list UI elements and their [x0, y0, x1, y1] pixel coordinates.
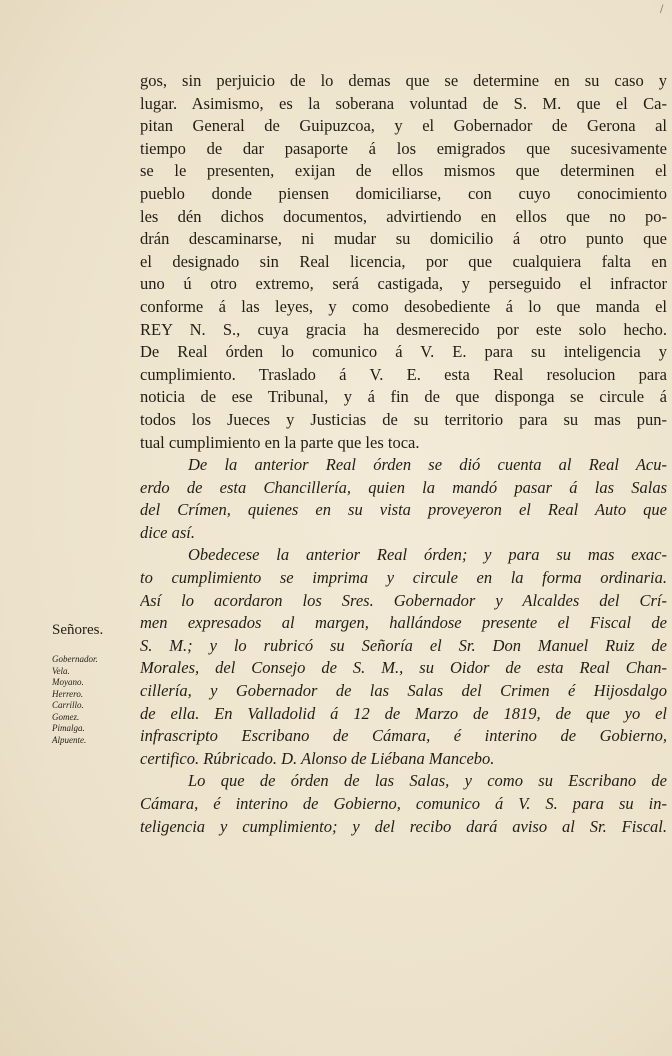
text-line: tual cumplimiento en la parte que les toca. — [140, 432, 420, 452]
text-line: Morales, del Consejo de S. M., su Oidor de esta Real Chan- — [140, 658, 667, 678]
text-line: les dén dichos documentos, advirtiendo en ellos que no po- — [140, 206, 667, 226]
text-line: cumplimiento. Traslado á V. E. esta Real resolucion para — [140, 364, 667, 384]
text-line: lugar. Asimismo, es la soberana voluntad de S. M. que el Ca- — [140, 93, 667, 113]
text-line: infrascripto Escribano de Cámara, é interino de Gobierno, — [140, 726, 667, 746]
text-line: tiempo de dar pasaporte á los emigrados que sucesivamente — [140, 138, 667, 158]
text-line: noticia de ese Tribunal, y á fin de que disponga se circule á — [140, 387, 667, 407]
text-line: se le presenten, exijan de ellos mismos que determinen el — [140, 161, 667, 181]
margin-name: Vela. — [52, 665, 70, 676]
margin-names — [52, 654, 130, 746]
text-line: de ella. En Valladolid á 12 de Marzo de 1819, de que yo el — [140, 703, 667, 723]
body-text — [140, 70, 667, 838]
margin-name: Alpuente. — [52, 734, 87, 745]
text-line: pitan General de Guipuzcoa, y el Gobernador de Gerona al — [140, 116, 667, 136]
text-line: Obedecese la anterior Real órden; y para su mas exac- — [188, 545, 667, 565]
text-line: pueblo donde piensen domiciliarse, con cuyo conocimiento — [140, 183, 667, 203]
text-line: De la anterior Real órden se dió cuenta al Real Acu- — [188, 455, 667, 475]
text-line: to cumplimiento se imprima y circule en la forma ordinaria. — [140, 568, 667, 588]
margin-name: Gobernador. — [52, 654, 98, 664]
page-mark: / — [660, 4, 664, 15]
text-line: cillería, y Gobernador de las Salas del Crimen é Hijosdalgo — [140, 681, 667, 701]
text-line: del Crímen, quienes en su vista proveyeron el Real Auto que — [140, 500, 667, 520]
text-line: Lo que de órden de las Salas, y como su Escribano de — [188, 771, 667, 791]
text-line: De Real órden lo comunico á V. E. para su inteligencia y — [140, 342, 667, 362]
text-line: S. M.; y lo rubricó su Señoría el Sr. Don Manuel Ruiz de — [140, 635, 667, 655]
text-line: todos los Jueces y Justicias de su territorio para su mas pun- — [140, 409, 667, 429]
text-line: drán descaminarse, ni mudar su domicilio á otro punto que — [140, 229, 667, 249]
margin-heading: Señores. — [52, 622, 104, 638]
margin-name: Pimalga. — [52, 723, 85, 733]
text-line: teligencia y cumplimiento; y del recibo dará aviso al Sr. Fiscal. — [140, 816, 667, 836]
margin-name: Herrero. — [52, 688, 84, 699]
margin-notes — [52, 620, 130, 746]
text-line: men expresados al margen, hallándose presente el Fiscal de — [140, 613, 667, 633]
text-line: conforme á las leyes, y como desobediente á lo que manda el — [140, 296, 667, 316]
margin-name: Carrillo. — [52, 700, 84, 710]
margin-name: Gomez. — [52, 711, 80, 722]
text-line: REY N. S., cuya gracia ha desmerecido por este solo hecho. — [140, 319, 667, 339]
text-line: uno ú otro extremo, será castigada, y perseguido el infractor — [140, 274, 667, 294]
text-line: Cámara, é interino de Gobierno, comunico á V. S. para su in- — [140, 794, 667, 813]
text-line: certifico. Rúbricado. D. Alonso de Liébana Mancebo. — [140, 748, 495, 768]
text-line: erdo de esta Chancillería, quien la mandó pasar á las Salas — [140, 477, 667, 497]
margin-name: Moyano. — [52, 677, 84, 687]
text-line: Así lo acordaron los Sres. Gobernador y Alcaldes del Crí- — [140, 590, 667, 610]
text-line: gos, sin perjuicio de lo demas que se determine en su caso y — [140, 71, 667, 90]
text-line: el designado sin Real licencia, por que cualquiera falta en — [140, 251, 667, 271]
text-line: dice así. — [140, 522, 195, 542]
